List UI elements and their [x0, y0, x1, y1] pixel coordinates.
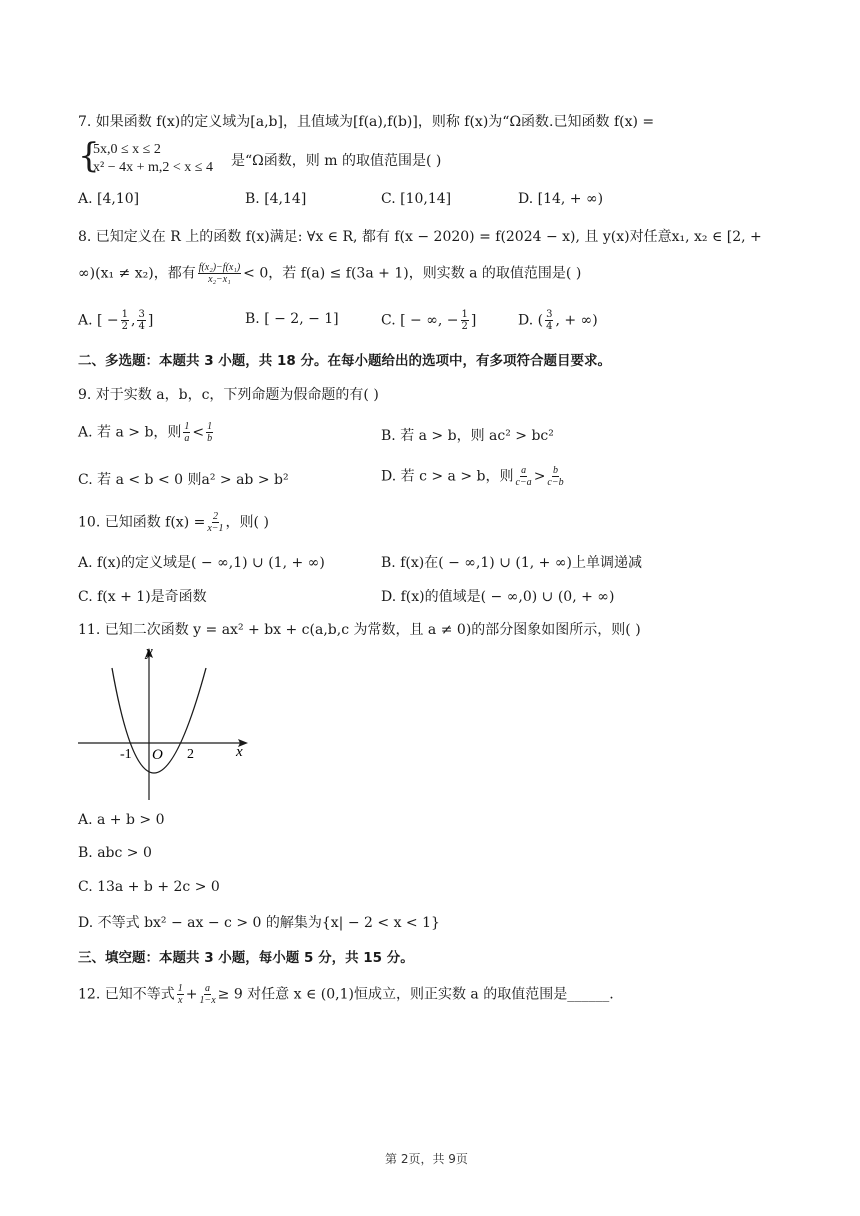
q8-option-c: C. [ − ∞, − $\frac{1}{2}$ ]	[381, 309, 477, 332]
q11-option-d: D. 不等式 bx² − ax − c > 0 的解集为{x| − 2 < x < 1}	[78, 915, 440, 931]
q7-option-a: A. [4,10]	[78, 191, 140, 207]
q10-stem: 10. 已知函数 f(x) = $\frac{2}{x-1}$ ，则( )	[78, 511, 269, 534]
q11-option-b: B. abc > 0	[78, 845, 152, 861]
q9-option-c: C. 若 a < b < 0 则a² > ab > b²	[78, 472, 289, 488]
q11-option-c: C. 13a + b + 2c > 0	[78, 879, 220, 895]
q7-option-b: B. [4,14]	[245, 191, 307, 207]
q9-option-d: D. 若 c > a > b，则 $\frac{a}{c-a}$ > $\frac{b}{c-b}$	[381, 465, 564, 488]
page-footer: 第 2页，共 9页	[385, 1152, 468, 1166]
pos-tick-label: 2	[187, 747, 194, 762]
y-axis-label: y	[146, 644, 153, 660]
q8-option-d: D. ( $\frac{3}{4}$ , + ∞)	[518, 309, 598, 332]
section-heading-fill-in: 三、填空题：本题共 3 小题，每小题 5 分，共 15 分。	[78, 950, 414, 966]
q10-option-a: A. f(x)的定义域是( − ∞,1) ∪ (1, + ∞)	[78, 555, 325, 571]
q10-option-c: C. f(x + 1)是奇函数	[78, 589, 207, 605]
q10-option-d: D. f(x)的值域是( − ∞,0) ∪ (0, + ∞)	[381, 589, 615, 605]
q7-brace: {	[78, 136, 100, 176]
q7-line1: 7. 如果函数 f(x)的定义域为[a,b]，且值域为[f(a),f(b)]，则称 f(x)为“Ω函数.已知函数 f(x) =	[78, 114, 655, 130]
q11-stem: 11. 已知二次函数 y = ax² + bx + c(a,b,c 为常数，且 a ≠ 0)的部分图象如图所示，则( )	[78, 622, 641, 638]
section-heading-multiple-choice: 二、多选题：本题共 3 小题，共 18 分。在每小题给出的选项中，有多项符合题目要求。	[78, 353, 611, 369]
q7-tail: 是“Ω函数，则 m 的取值范围是( )	[231, 153, 442, 169]
q11-option-a: A. a + b > 0	[78, 812, 165, 828]
q8-option-b: B. [ − 2, − 1]	[245, 311, 339, 327]
q10-option-b: B. f(x)在( − ∞,1) ∪ (1, + ∞)上单调递减	[381, 555, 642, 571]
x-axis-label: x	[236, 744, 243, 760]
q7-option-c: C. [10,14]	[381, 191, 452, 207]
q8-line2: ∞)(x₁ ≠ x₂)，都有 $\frac{\text{f(x₂)−f(x₁)}}{\text{x₂−x₁}}$ < 0，若 f(a) ≤ f(3a + 1)，则实数 a 的取值范围是( )	[78, 262, 582, 285]
origin-label: O	[152, 747, 163, 763]
q7-piece2: x² − 4x + m,2 < x ≤ 4	[93, 160, 213, 175]
neg-tick-label: -1	[120, 747, 132, 762]
q8-option-a: A. [ − $\frac{1}{2}$ , $\frac{3}{4}$ ]	[78, 309, 154, 332]
q9-option-a: A. 若 a > b，则 $\frac{1}{a}$ < $\frac{1}{b}$	[78, 421, 213, 444]
q7-piece1: 5x,0 ≤ x ≤ 2	[93, 142, 161, 157]
q12-stem: 12. 已知不等式 $\frac{1}{x}$ + $\frac{a}{1-x}$ ≥ 9 对任意 x ∈ (0,1)恒成立，则正实数 a 的取值范围是______.	[78, 983, 614, 1006]
q9-stem: 9. 对于实数 a，b，c，下列命题为假命题的有( )	[78, 387, 379, 403]
parabola-graph	[70, 638, 260, 808]
q7-option-d: D. [14, + ∞)	[518, 191, 604, 207]
q8-line1: 8. 已知定义在 R 上的函数 f(x)满足: ∀x ∈ R, 都有 f(x − 2020) = f(2024 − x), 且 y(x)对任意x₁, x₂ ∈ [2, +	[78, 229, 762, 245]
q9-option-b: B. 若 a > b，则 ac² > bc²	[381, 428, 554, 444]
